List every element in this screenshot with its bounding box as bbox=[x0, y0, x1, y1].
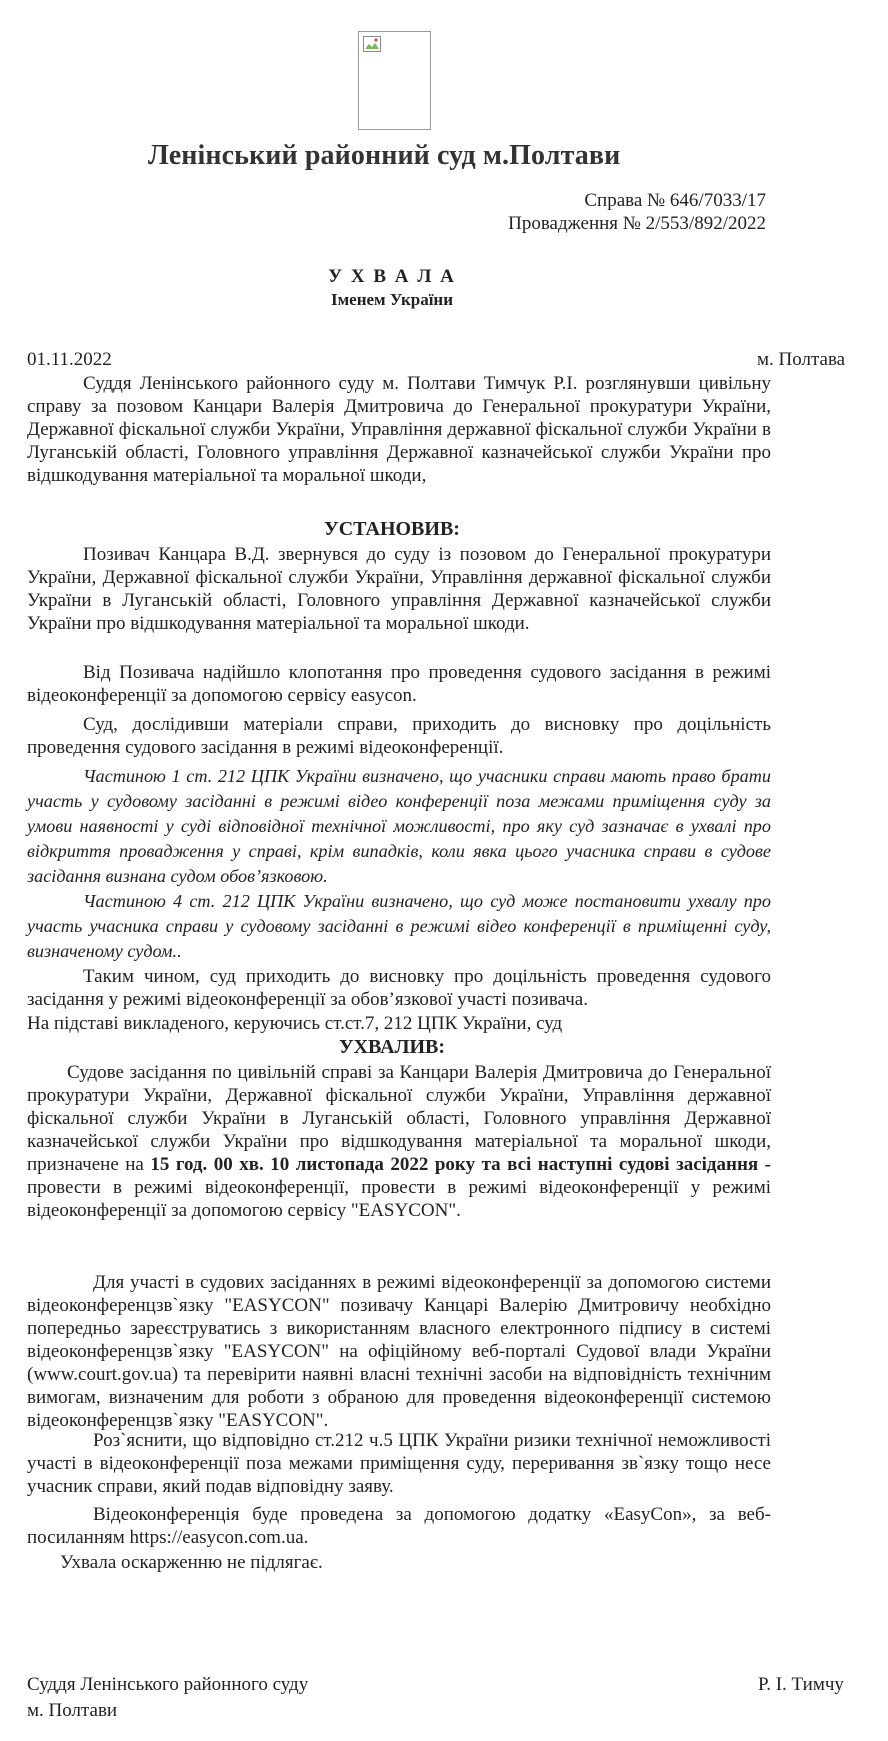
established-paragraph-7: На підставі викладеного, керуючись ст.ст.7, 212 ЦПК України, суд bbox=[27, 1013, 563, 1034]
resolved-paragraph-1-end: провести в режимі відеоконференції, провести в режимі відеоконференції у режимі відеоконференції за допомогою сервісу "EASYCON". bbox=[27, 1177, 771, 1221]
established-paragraph-3: Суд, дослідивши матеріали справи, приходить до висновку про доцільність проведення судового засідання в режимі відеоконференції. bbox=[27, 714, 771, 758]
established-paragraph-2: Від Позивача надійшло клопотання про проведення судового засідання в режимі відеоконференції за допомогою сервісу easycon. bbox=[27, 662, 771, 706]
court-logo-placeholder bbox=[358, 31, 431, 130]
resolved-paragraph-1-start: Судове засідання по цивільній справі за Канцари Валерія Дмитровича до Генеральної прокуратури України, Державної фіскальної служби України, Управління державної фіскальної служби України в Луганській області, Головного управління Державної казначейської служби України про відшкодування матеріальної та моральної шкоди, призначене на bbox=[27, 1062, 771, 1175]
case-number: Справа № 646/7033/17 bbox=[584, 190, 766, 211]
doc-subtitle: Іменем України bbox=[330, 290, 454, 309]
resolved-paragraph-4: Відеоконференція буде проведена за допомогою додатку «EasyCon», за веб-посиланням https://easycon.com.ua. bbox=[27, 1504, 771, 1548]
document-city: м. Полтава bbox=[757, 349, 846, 370]
established-paragraph-5: Частиною 4 ст. 212 ЦПК України визначено, що суд може постановити ухвалу про участь учасника справи у судовому засіданні в режимі відео конференції в приміщенні суду, визначеному судом.. bbox=[27, 891, 771, 961]
resolved-paragraph-2: Для участі в судових засіданнях в режимі відеоконференції за допомогою системи відеоконференцзв`язку "EASYCON" позивачу Канцарі Валерію Дмитровичу необхідно попередньо зареєструватись з використанням власного електронного підпису в системі відеоконференцзв`язку "EASYCON" на офіційному веб-порталі Судової влади України (www.court.gov.ua) та перевірити наявні власні технічні засоби на відповідність технічним вимогам, визначеним для роботи з обраною для проведення відеоконференції системою відеоконференцзв`язку "EASYCON". bbox=[27, 1272, 771, 1431]
proceeding-number: Провадження № 2/553/892/2022 bbox=[508, 213, 766, 234]
established-paragraph-4: Частиною 1 ст. 212 ЦПК України визначено, що учасники справи мають право брати участь у судовому засіданні в режимі відео конференції поза межами приміщення суду за умови наявності у суді відповідної технічної можливості, про яку суд зазначає в ухвалі про відкриття провадження у справі, крім випадків, коли явка цього учасника справи в судове засідання визнана судом обов’язковою. bbox=[27, 766, 771, 886]
resolved-paragraph-1 bbox=[27, 1061, 771, 1222]
resolved-heading: УХВАЛИВ: bbox=[338, 1036, 446, 1058]
hearing-date-time: 15 год. 00 хв. 10 листопада 2022 року та всі наступні судові засідання - bbox=[150, 1154, 772, 1175]
broken-image-icon bbox=[363, 36, 381, 52]
judge-signature-name: Р. І. Тимчу bbox=[758, 1674, 844, 1695]
established-paragraph-1: Позивач Канцара В.Д. звернувся до суду із позовом до Генеральної прокуратури України, Державної фіскальної служби України, Управління державної фіскальної служби України в Луганській області, Головного управління Державної казначейської служби України про відшкодування матеріальної та моральної шкоди. bbox=[27, 544, 771, 634]
established-heading: УСТАНОВИВ: bbox=[324, 518, 460, 540]
judge-title-line-1: Суддя Ленінського районного суду bbox=[27, 1674, 309, 1695]
doc-title: У Х В А Л А bbox=[328, 266, 456, 287]
judge-title-line-2: м. Полтави bbox=[27, 1700, 118, 1721]
established-paragraph-6: Таким чином, суд приходить до висновку про доцільність проведення судового засідання у режимі відеоконференції за обов’язкової участі позивача. bbox=[27, 966, 771, 1010]
document-date: 01.11.2022 bbox=[27, 349, 112, 370]
intro-paragraph: Суддя Ленінського районного суду м. Полтави Тимчук Р.І. розглянувши цивільну справу за позовом Канцари Валерія Дмитровича до Генеральної прокуратури України, Державної фіскальної служби України, Управління державної фіскальної служби України в Луганській області, Головного управління Державної казначейської служби України про відшкодування матеріальної та моральної шкоди, bbox=[27, 373, 771, 486]
resolved-paragraph-5: Ухвала оскарженню не підлягає. bbox=[60, 1552, 323, 1573]
court-name: Ленінський районний суд м.Полтави bbox=[148, 140, 621, 171]
resolved-paragraph-3: Роз`яснити, що відповідно ст.212 ч.5 ЦПК України ризики технічної неможливості участі в відеоконференції поза межами приміщення суду, переривання зв`язку тощо несе учасник справи, який подав відповідну заяву. bbox=[27, 1430, 771, 1497]
